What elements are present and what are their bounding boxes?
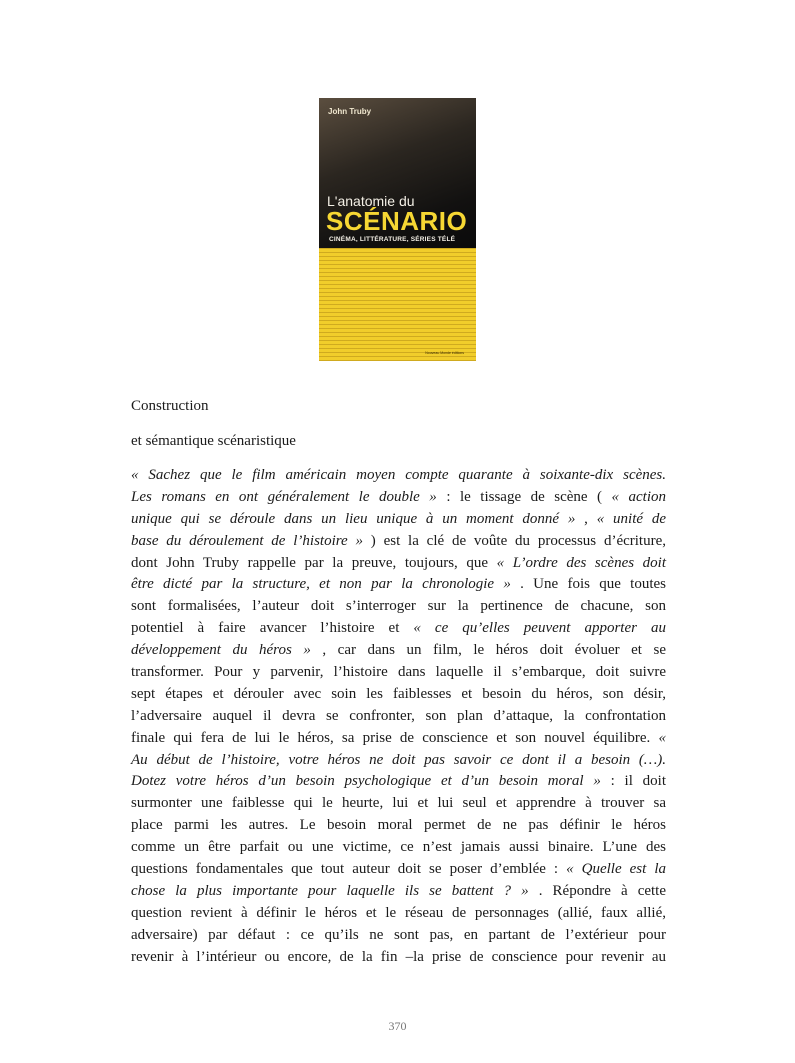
quoted-text: chose la plus importante pour laquelle ils se battent ? » [131, 882, 539, 899]
text-line [131, 815, 666, 837]
quoted-text: Au début de l’histoire, votre héros ne doit pas savoir ce dont il a besoin (…). [131, 751, 666, 768]
text-line [131, 881, 666, 903]
quoted-text: « Quelle est la [566, 861, 666, 878]
quoted-text: base du déroulement de l’histoire » [131, 532, 371, 549]
section-subheading: et sémantique scénaristique [131, 433, 296, 449]
quoted-text: unique qui se déroule dans un lieu unique à un moment donné » [131, 510, 585, 527]
quoted-text: développement du héros » [131, 642, 323, 659]
text-segment: adversaire) par défaut : ce qu’ils ne sont pas, en partant de l’extérieur pour [131, 926, 666, 943]
text-segment: , car dans un film, le héros doit évoluer et se [322, 642, 666, 659]
text-segment: : il doit [610, 773, 666, 790]
cover-subtitle: CINÉMA, LITTÉRATURE, SÉRIES TÉLÉ [329, 236, 456, 243]
text-segment: sont formalisées, l’auteur doit s’interroger sur la pertinence de chacune, son [131, 598, 666, 615]
section-heading-construction: Construction [131, 398, 209, 414]
quoted-text: « L’ordre des scènes doit [496, 554, 666, 571]
text-line [131, 553, 666, 575]
quoted-text: « action [611, 488, 667, 505]
text-segment: revenir à l’intérieur ou encore, de la fin –la prise de conscience pour revenir au [131, 948, 666, 965]
text-segment: . Répondre à cette [538, 882, 667, 899]
text-segment: l’adversaire auquel il devra se confronter, son plan d’attaque, la confrontation [131, 707, 666, 724]
text-segment: . Une fois que toutes [520, 576, 666, 593]
text-line [131, 618, 666, 640]
text-line [131, 925, 666, 947]
text-line [131, 947, 666, 969]
quoted-text: « [658, 729, 666, 746]
text-line [131, 684, 666, 706]
text-segment: finale qui fera de lui le héros, sa prise de conscience et son nouvel équilibre. [131, 729, 659, 746]
text-segment: , [584, 510, 597, 527]
text-line [131, 574, 666, 596]
text-line [131, 662, 666, 684]
text-segment: sept étapes et dérouler avec soin les faiblesses et besoin du héros, son désir, [131, 685, 666, 702]
quoted-text: « Sachez que le film américain moyen compte quarante à soixante-dix scènes. [131, 467, 666, 483]
cover-title-line1: L'anatomie du [327, 193, 415, 209]
text-line [131, 596, 666, 618]
text-line [131, 509, 666, 531]
text-line [131, 465, 666, 487]
text-line [131, 771, 666, 793]
text-line [131, 728, 666, 750]
text-segment: potentiel à faire avancer l’histoire et [131, 620, 414, 637]
text-line [131, 487, 666, 509]
quoted-text: « ce qu’elles peuvent apporter au [413, 620, 666, 637]
cover-publisher: Nouveau Monde éditions [425, 351, 464, 355]
text-line [131, 531, 666, 553]
text-line [131, 837, 666, 859]
body-paragraph [131, 465, 666, 968]
quoted-text: Dotez votre héros d’un besoin psychologique et d’un besoin moral » [131, 773, 611, 790]
text-segment: comme un être parfait ou une victime, ce n’est jamais aussi binaire. L’une des [131, 839, 666, 856]
quoted-text: « unité de [596, 510, 667, 527]
quoted-text: Les romans en ont généralement le double » [131, 488, 447, 505]
text-segment: place parmi les autres. Le besoin moral permet de ne pas définir le héros [131, 817, 666, 834]
cover-text-band [319, 248, 476, 361]
text-segment: question revient à définir le héros et le réseau de personnages (allié, faux allié, [131, 904, 666, 921]
text-line [131, 750, 666, 772]
quoted-text: être dicté par la structure, et non par la chronologie » [131, 576, 521, 593]
text-line [131, 859, 666, 881]
text-segment: transformer. Pour y parvenir, l’histoire dans laquelle il s’embarque, doit suivre [131, 664, 666, 681]
text-segment: surmonter une faiblesse qui le heurte, lui et lui seul et apprendre à trouver sa [131, 795, 666, 812]
text-segment: : le tissage de scène ( [446, 488, 612, 505]
cover-title-line2: SCÉNARIO [326, 206, 468, 236]
book-cover-image [319, 98, 476, 361]
text-line [131, 903, 666, 925]
text-segment: ) est la clé de voûte du processus d’écriture, [370, 532, 666, 549]
text-line [131, 640, 666, 662]
text-segment: dont John Truby rappelle par la preuve, toujours, que [131, 554, 497, 571]
text-segment: questions fondamentales que tout auteur doit se poser d’emblée : [131, 861, 567, 878]
page-number: 370 [388, 1019, 407, 1033]
cover-author: John Truby [328, 107, 372, 116]
text-line [131, 706, 666, 728]
text-line [131, 793, 666, 815]
